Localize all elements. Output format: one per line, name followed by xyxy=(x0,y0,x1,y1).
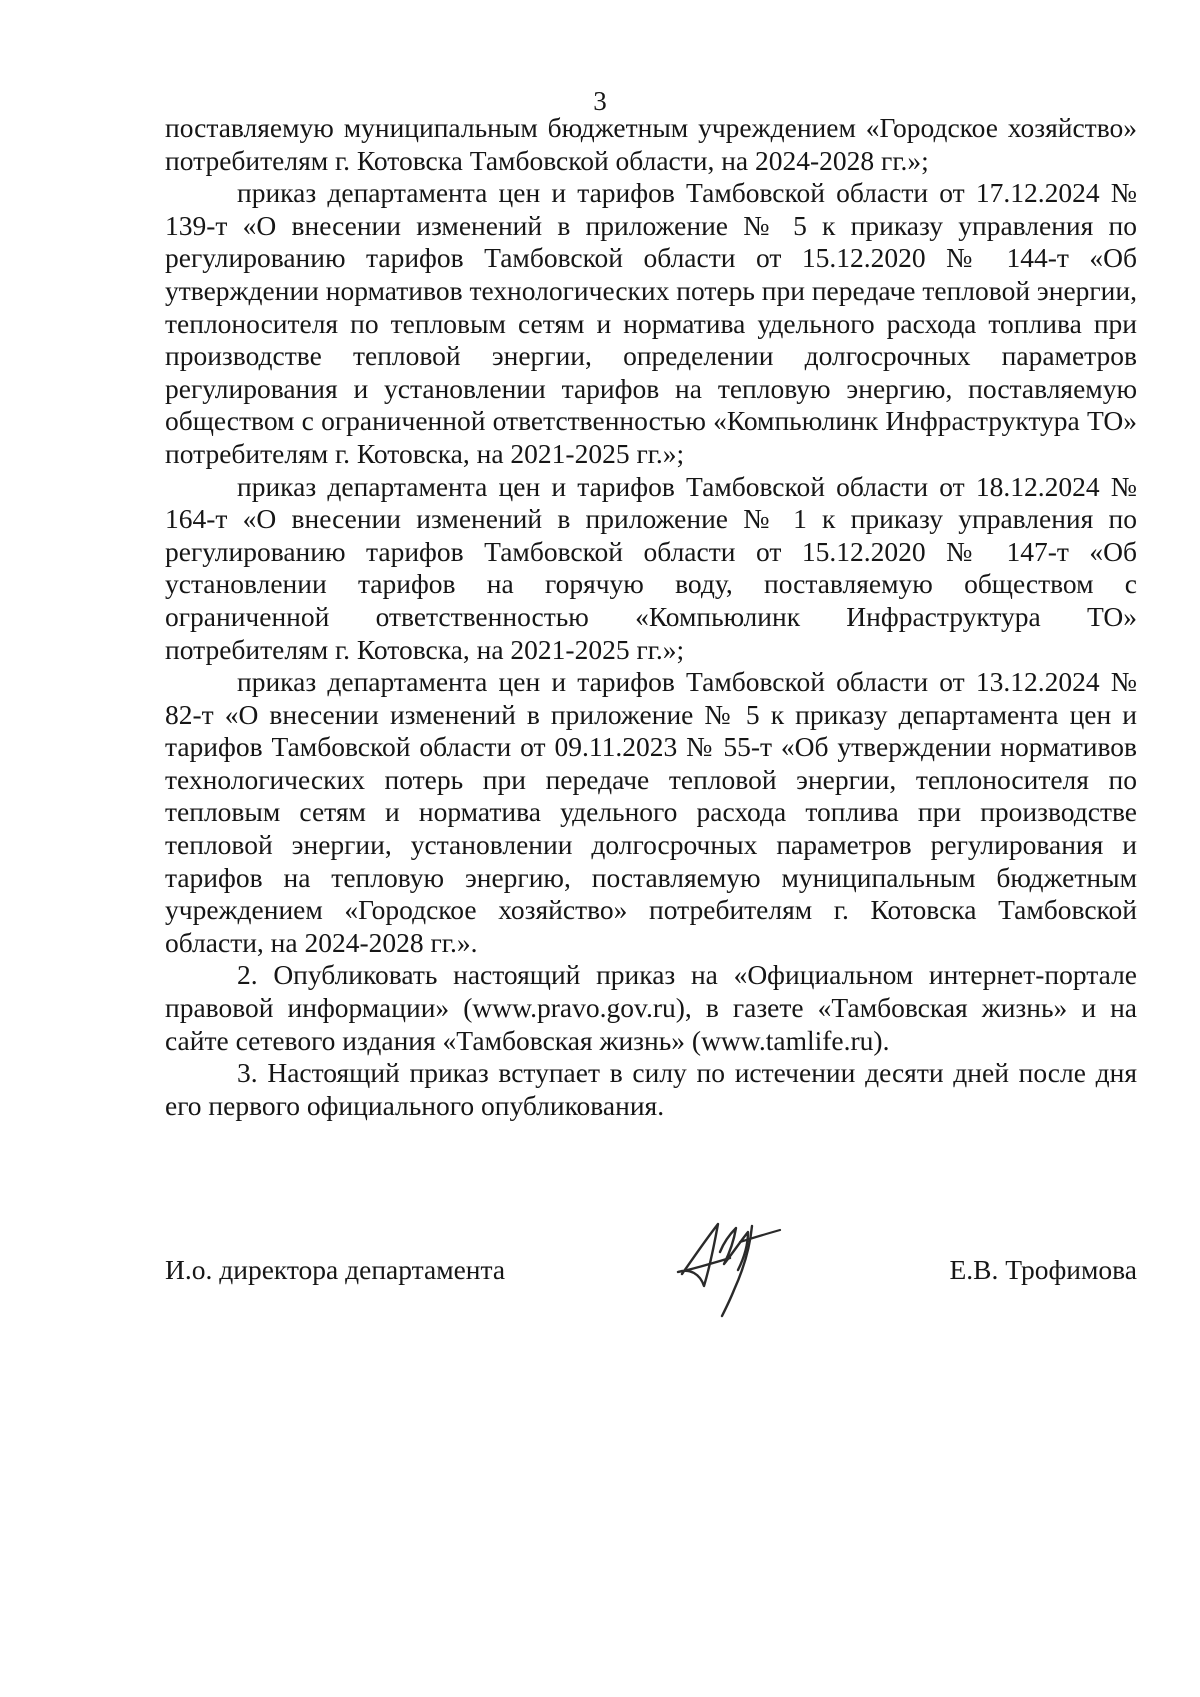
paragraph-order-82: приказ департамента цен и тарифов Тамбовской области от 13.12.2024 № 82-т «О внесении изменений в приложение № 5 к приказу департамента цен и тарифов Тамбовской области от 09.11.2023 № 55-т «Об утверждении нормативов технологических потерь при передаче тепловой энергии, теплоносителя по тепловым сетям и норматива удельного расхода топлива при производстве тепловой энергии, установлении долгосрочных параметров регулирования и тарифов на тепловую энергию, поставляемую муниципальным бюджетным учреждением «Городское хозяйство» потребителям г. Котовска Тамбовской области, на 2024-2028 гг.». xyxy=(165,666,1137,958)
signatory-name: Е.В. Трофимова xyxy=(949,1254,1137,1285)
paragraph-order-164: приказ департамента цен и тарифов Тамбовской области от 18.12.2024 № 164-т «О внесении изменений в приложение № 1 к приказу управления по регулированию тарифов Тамбовской области от 15.12.2020 № 147-т «Об установлении тарифов на горячую воду, поставляемую обществом с ограниченной ответственностью «Компьюлинк Инфраструктура ТО» потребителям г. Котовска, на 2021-2025 гг.»; xyxy=(165,470,1137,665)
document-body xyxy=(165,112,1137,1122)
handwritten-signature-icon xyxy=(660,1212,800,1322)
paragraph-effective-date: 3. Настоящий приказ вступает в силу по истечении десяти дней после дня его первого официального опубликования. xyxy=(165,1057,1137,1121)
signature-block xyxy=(165,1240,1137,1300)
paragraph-publish: 2. Опубликовать настоящий приказ на «Официальном интернет-портале правовой информации» (www.pravo.gov.ru), в газете «Тамбовская жизнь» и на сайте сетевого издания «Тамбовская жизнь» (www.tamlife.ru). xyxy=(165,959,1137,1056)
page-number: 3 xyxy=(593,86,607,116)
paragraph-continuation: поставляемую муниципальным бюджетным учреждением «Городское хозяйство» потребителям г. Котовска Тамбовской области, на 2024-2028 гг.»; xyxy=(165,112,1137,176)
signatory-role: И.о. директора департамента xyxy=(165,1254,506,1285)
paragraph-order-139: приказ департамента цен и тарифов Тамбовской области от 17.12.2024 № 139-т «О внесении изменений в приложение № 5 к приказу управления по регулированию тарифов Тамбовской области от 15.12.2020 № 144-т «Об утверждении нормативов технологических потерь при передаче тепловой энергии, теплоносителя по тепловым сетям и норматива удельного расхода топлива при производстве тепловой энергии, определении долгосрочных параметров регулирования и установлении тарифов на тепловую энергию, поставляемую обществом с ограниченной ответственностью «Компьюлинк Инфраструктура ТО» потребителям г. Котовска, на 2021-2025 гг.»; xyxy=(165,177,1137,469)
